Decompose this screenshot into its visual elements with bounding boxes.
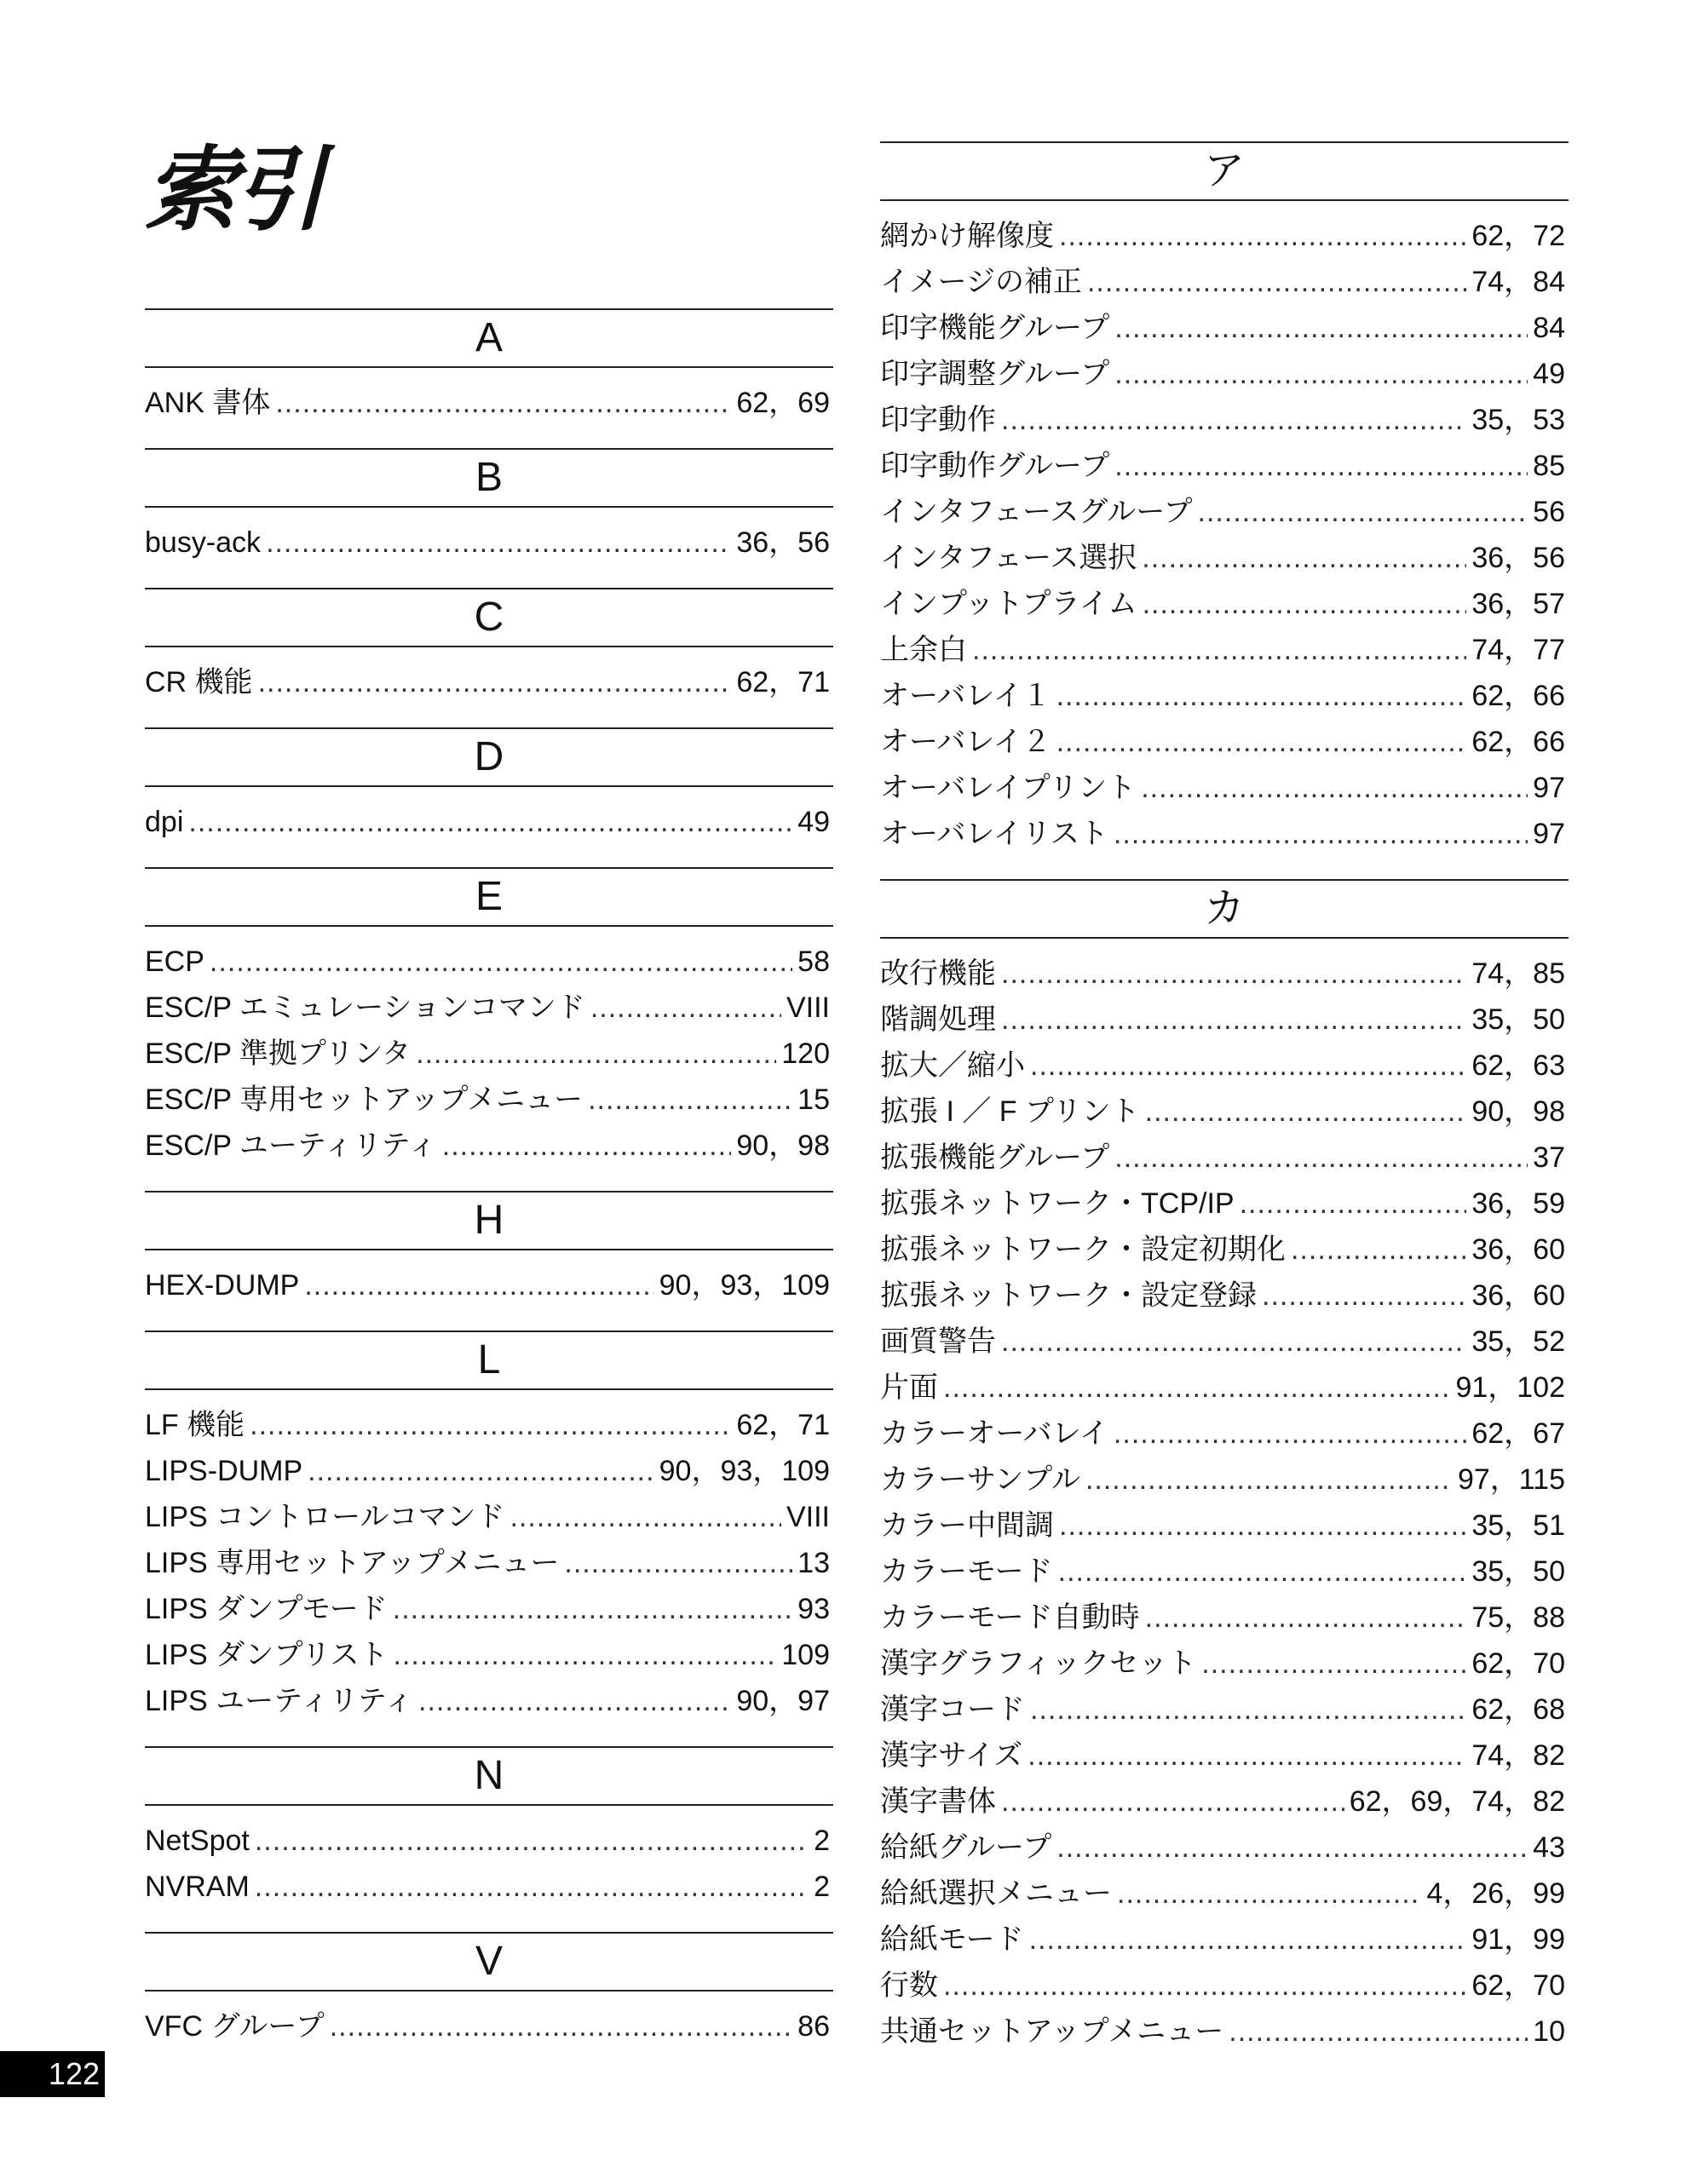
index-entry-pages: 62，72 bbox=[1471, 220, 1565, 252]
dot-leader bbox=[1029, 1917, 1467, 1963]
dot-leader bbox=[1056, 673, 1467, 719]
index-entry-pages: 62，71 bbox=[736, 666, 830, 698]
index-entry-pages: 74，82 bbox=[1471, 1739, 1565, 1772]
dot-leader bbox=[1198, 489, 1528, 535]
index-entry-pages: 90，98 bbox=[1471, 1095, 1565, 1128]
index-entry-list bbox=[145, 1262, 833, 1308]
index-entry-pages: 74，77 bbox=[1471, 634, 1565, 666]
index-entry-term: LIPS ダンプモード bbox=[145, 1593, 388, 1625]
dot-leader bbox=[210, 939, 792, 985]
index-column-left bbox=[145, 308, 833, 2072]
index-entry-list bbox=[145, 799, 833, 845]
dot-leader bbox=[1145, 1595, 1467, 1641]
index-entry-pages: 90，98 bbox=[736, 1129, 830, 1162]
index-entry-term: 片面 bbox=[880, 1371, 938, 1404]
dot-leader bbox=[442, 1123, 732, 1169]
dot-leader bbox=[1001, 1779, 1344, 1825]
index-entry-term: 改行機能 bbox=[880, 957, 996, 990]
index-entry bbox=[145, 1632, 833, 1678]
index-entry-list bbox=[145, 939, 833, 1169]
index-entry bbox=[880, 259, 1569, 305]
index-entry-term: 印字動作グループ bbox=[880, 450, 1110, 482]
index-entry bbox=[145, 520, 833, 566]
dot-leader bbox=[1201, 1641, 1466, 1687]
dot-leader bbox=[308, 1448, 653, 1494]
index-entry-pages: 35，53 bbox=[1471, 404, 1565, 436]
index-entry bbox=[145, 1540, 833, 1586]
index-entry bbox=[880, 1595, 1569, 1641]
index-entry-list bbox=[880, 213, 1569, 857]
index-entry-pages: 62，63 bbox=[1471, 1049, 1565, 1082]
index-section-header: V bbox=[145, 1932, 833, 1991]
index-entry-pages: 62，68 bbox=[1471, 1693, 1565, 1726]
index-entry-term: オーバレイプリント bbox=[880, 772, 1137, 804]
dot-leader bbox=[1030, 1687, 1466, 1733]
dot-leader bbox=[1114, 443, 1528, 489]
index-section-header: H bbox=[145, 1191, 833, 1250]
index-entry-term: busy-ack bbox=[145, 526, 262, 559]
index-entry-pages: 36，56 bbox=[1471, 542, 1565, 574]
index-entry-term: 拡張ネットワーク・設定登録 bbox=[880, 1279, 1257, 1312]
index-entry bbox=[880, 1089, 1569, 1135]
index-entry bbox=[145, 1262, 833, 1308]
index-entry-pages: 86 bbox=[797, 2010, 830, 2043]
index-entry-pages: 56 bbox=[1533, 496, 1565, 528]
index-entry-term: 給紙選択メニュー bbox=[880, 1877, 1112, 1910]
index-entry-list bbox=[145, 520, 833, 566]
index-entry bbox=[880, 1411, 1569, 1457]
dot-leader bbox=[255, 1864, 809, 1910]
index-section-header: D bbox=[145, 727, 833, 787]
index-entry-pages: 91，102 bbox=[1455, 1371, 1565, 1404]
index-entry bbox=[880, 213, 1569, 259]
dot-leader bbox=[1114, 811, 1528, 857]
index-entry-term: ESC/P エミュレーションコマンド bbox=[145, 991, 585, 1024]
dot-leader bbox=[255, 1818, 809, 1864]
index-entry-pages: 90，93，109 bbox=[659, 1455, 830, 1487]
dot-leader bbox=[1056, 1825, 1528, 1871]
dot-leader bbox=[590, 985, 781, 1031]
dot-leader bbox=[1262, 1273, 1466, 1319]
index-entry bbox=[145, 1494, 833, 1540]
dot-leader bbox=[1117, 1871, 1421, 1917]
dot-leader bbox=[250, 1402, 731, 1448]
index-entry-term: ANK 書体 bbox=[145, 387, 271, 419]
index-entry-term: LIPS ダンプリスト bbox=[145, 1639, 389, 1671]
index-entry-term: 給紙グループ bbox=[880, 1831, 1052, 1864]
index-entry-pages: 36，59 bbox=[1471, 1187, 1565, 1220]
index-entry-term: 拡大／縮小 bbox=[880, 1049, 1025, 1082]
page-title: 索引 bbox=[145, 137, 323, 244]
index-entry bbox=[145, 1402, 833, 1448]
index-entry bbox=[880, 1043, 1569, 1089]
index-entry-list bbox=[145, 1402, 833, 1724]
dot-leader bbox=[1114, 351, 1528, 397]
index-entry-term: 印字動作 bbox=[880, 404, 996, 436]
index-entry-pages: VIII bbox=[786, 991, 830, 1024]
index-entry bbox=[145, 1077, 833, 1123]
index-entry bbox=[880, 1917, 1569, 1963]
index-entry-term: 共通セットアップメニュー bbox=[880, 2015, 1224, 2048]
index-entry-term: 給紙モード bbox=[880, 1923, 1024, 1956]
dot-leader bbox=[188, 799, 792, 845]
index-entry-term: インタフェース選択 bbox=[880, 542, 1137, 574]
index-entry-term: LF 機能 bbox=[145, 1409, 245, 1441]
dot-leader bbox=[564, 1540, 792, 1586]
index-entry-pages: 97 bbox=[1533, 818, 1565, 850]
index-entry bbox=[880, 535, 1569, 581]
dot-leader bbox=[1085, 1457, 1453, 1503]
index-entry bbox=[880, 351, 1569, 397]
index-entry-pages: 2 bbox=[814, 1825, 830, 1857]
dot-leader bbox=[1240, 1181, 1467, 1227]
index-entry bbox=[145, 1448, 833, 1494]
index-entry-pages: 75，88 bbox=[1471, 1601, 1565, 1634]
index-entry-term: 拡張機能グループ bbox=[880, 1141, 1110, 1174]
index-entry-pages: 90，93，109 bbox=[659, 1269, 830, 1302]
dot-leader bbox=[1291, 1227, 1466, 1273]
index-entry-pages: 58 bbox=[797, 945, 830, 978]
dot-leader bbox=[1114, 305, 1528, 351]
index-entry-term: インタフェースグループ bbox=[880, 496, 1193, 528]
index-entry-pages: 36，60 bbox=[1471, 1279, 1565, 1312]
index-entry-pages: 36，57 bbox=[1471, 588, 1565, 620]
index-entry bbox=[880, 1825, 1569, 1871]
index-entry-term: オーバレイ２ bbox=[880, 726, 1051, 758]
index-entry-pages: 97，115 bbox=[1457, 1463, 1565, 1496]
index-entry bbox=[880, 397, 1569, 443]
dot-leader bbox=[266, 520, 731, 566]
index-entry-pages: 90，97 bbox=[736, 1685, 830, 1717]
index-entry bbox=[880, 1779, 1569, 1825]
index-entry-list bbox=[880, 951, 1569, 2055]
index-entry-pages: 62，69，74，82 bbox=[1349, 1785, 1565, 1818]
index-entry-pages: 49 bbox=[1533, 358, 1565, 390]
index-section-header: C bbox=[145, 588, 833, 647]
index-entry bbox=[145, 659, 833, 705]
index-entry-term: カラー中間調 bbox=[880, 1509, 1054, 1542]
index-entry-term: LIPS 専用セットアップメニュー bbox=[145, 1547, 560, 1579]
index-entry-pages: 62，67 bbox=[1471, 1417, 1565, 1450]
index-entry-term: イメージの補正 bbox=[880, 266, 1082, 298]
index-entry-pages: 84 bbox=[1533, 312, 1565, 344]
index-entry-term: インプットプライム bbox=[880, 588, 1137, 620]
dot-leader bbox=[416, 1031, 776, 1077]
index-entry-list bbox=[145, 380, 833, 426]
index-section-header: E bbox=[145, 867, 833, 927]
index-entry bbox=[880, 811, 1569, 857]
index-entry bbox=[880, 1181, 1569, 1227]
index-entry-pages: 13 bbox=[797, 1547, 830, 1579]
index-entry bbox=[880, 581, 1569, 627]
index-entry-term: カラーサンプル bbox=[880, 1463, 1080, 1496]
index-entry-term: カラーオーバレイ bbox=[880, 1417, 1108, 1450]
index-section-header: A bbox=[145, 308, 833, 368]
index-section-header: カ bbox=[880, 879, 1569, 939]
index-section-header: ア bbox=[880, 141, 1569, 201]
index-section-header: B bbox=[145, 448, 833, 508]
dot-leader bbox=[393, 1586, 792, 1632]
index-entry-term: 拡張 I ／ F プリント bbox=[880, 1095, 1140, 1128]
index-entry bbox=[145, 799, 833, 845]
dot-leader bbox=[258, 659, 732, 705]
index-entry bbox=[145, 985, 833, 1031]
index-entry-term: CR 機能 bbox=[145, 666, 253, 698]
index-entry-term: 網かけ解像度 bbox=[880, 220, 1054, 252]
index-entry-pages: 109 bbox=[781, 1639, 830, 1671]
index-entry-pages: 2 bbox=[814, 1871, 830, 1903]
dot-leader bbox=[1058, 1549, 1467, 1595]
page-number: 122 bbox=[0, 2051, 105, 2097]
index-entry-pages: 62，66 bbox=[1471, 680, 1565, 712]
index-entry bbox=[880, 1687, 1569, 1733]
index-entry bbox=[880, 2009, 1569, 2055]
index-entry-pages: 35，52 bbox=[1471, 1325, 1565, 1358]
dot-leader bbox=[1059, 1503, 1466, 1549]
index-entry-pages: 15 bbox=[797, 1083, 830, 1116]
index-entry-pages: 74，85 bbox=[1471, 957, 1565, 990]
dot-leader bbox=[1001, 1319, 1466, 1365]
index-entry-pages: 37 bbox=[1533, 1141, 1565, 1174]
index-entry-term: 拡張ネットワーク・設定初期化 bbox=[880, 1233, 1286, 1266]
dot-leader bbox=[972, 627, 1466, 673]
dot-leader bbox=[275, 380, 731, 426]
index-entry bbox=[880, 1273, 1569, 1319]
dot-leader bbox=[330, 2003, 792, 2049]
index-entry-pages: 97 bbox=[1533, 772, 1565, 804]
index-entry-term: 印字機能グループ bbox=[880, 312, 1110, 344]
index-entry-pages: 62，71 bbox=[736, 1409, 830, 1441]
index-entry bbox=[880, 305, 1569, 351]
index-entry-term: 画質警告 bbox=[880, 1325, 996, 1358]
index-entry bbox=[880, 1963, 1569, 2009]
dot-leader bbox=[1028, 1733, 1466, 1779]
index-entry-pages: 74，84 bbox=[1471, 266, 1565, 298]
index-column-right bbox=[880, 141, 1569, 2077]
index-entry bbox=[880, 489, 1569, 535]
index-entry-term: ESC/P ユーティリティ bbox=[145, 1129, 437, 1162]
index-entry-term: オーバレイ１ bbox=[880, 680, 1051, 712]
index-entry-pages: 43 bbox=[1533, 1831, 1565, 1864]
index-entry bbox=[880, 1365, 1569, 1411]
index-entry bbox=[880, 1135, 1569, 1181]
dot-leader bbox=[304, 1262, 653, 1308]
index-entry-term: 漢字コード bbox=[880, 1693, 1025, 1726]
index-entry-pages: 35，51 bbox=[1471, 1509, 1565, 1542]
dot-leader bbox=[1145, 1089, 1467, 1135]
index-entry-term: 上余白 bbox=[880, 634, 967, 666]
index-entry-term: 階調処理 bbox=[880, 1003, 996, 1036]
index-entry bbox=[880, 1457, 1569, 1503]
dot-leader bbox=[1001, 951, 1466, 997]
dot-leader bbox=[1141, 765, 1528, 811]
index-entry-term: LIPS コントロールコマンド bbox=[145, 1501, 505, 1533]
index-entry-pages: 49 bbox=[797, 806, 830, 838]
index-entry-term: NetSpot bbox=[145, 1825, 250, 1857]
index-entry-list bbox=[145, 2003, 833, 2049]
dot-leader bbox=[509, 1494, 780, 1540]
index-section-header: L bbox=[145, 1331, 833, 1390]
index-entry-list bbox=[145, 659, 833, 705]
index-entry-term: HEX-DUMP bbox=[145, 1269, 300, 1302]
index-entry-term: 漢字サイズ bbox=[880, 1739, 1023, 1772]
index-entry-term: 拡張ネットワーク・TCP/IP bbox=[880, 1187, 1235, 1220]
index-entry bbox=[145, 1031, 833, 1077]
index-entry-list bbox=[145, 1818, 833, 1910]
index-entry-pages: 10 bbox=[1533, 2015, 1565, 2048]
index-entry bbox=[880, 1733, 1569, 1779]
index-entry-term: オーバレイリスト bbox=[880, 818, 1108, 850]
index-entry-pages: 91，99 bbox=[1471, 1923, 1565, 1956]
dot-leader bbox=[418, 1678, 731, 1724]
index-entry bbox=[880, 1641, 1569, 1687]
index-entry-term: カラーモード bbox=[880, 1555, 1053, 1588]
index-entry-pages: 35，50 bbox=[1471, 1003, 1565, 1036]
index-entry-term: LIPS-DUMP bbox=[145, 1455, 303, 1487]
index-entry-pages: 36，56 bbox=[736, 526, 830, 559]
index-entry-pages: 35，50 bbox=[1471, 1555, 1565, 1588]
dot-leader bbox=[943, 1365, 1450, 1411]
index-entry bbox=[145, 380, 833, 426]
index-entry-term: NVRAM bbox=[145, 1871, 250, 1903]
dot-leader bbox=[1142, 535, 1466, 581]
index-entry bbox=[145, 1864, 833, 1910]
index-entry bbox=[880, 673, 1569, 719]
index-entry-pages: 36，60 bbox=[1471, 1233, 1565, 1266]
dot-leader bbox=[1030, 1043, 1466, 1089]
index-entry-term: ECP bbox=[145, 945, 204, 978]
index-entry-pages: VIII bbox=[786, 1501, 830, 1533]
index-entry bbox=[145, 1678, 833, 1724]
index-entry bbox=[145, 1818, 833, 1864]
index-entry-pages: 93 bbox=[797, 1593, 830, 1625]
dot-leader bbox=[1143, 581, 1467, 627]
dot-leader bbox=[1001, 397, 1466, 443]
index-entry-pages: 62，69 bbox=[736, 387, 830, 419]
dot-leader bbox=[1001, 997, 1466, 1043]
index-section-header: N bbox=[145, 1746, 833, 1806]
index-entry bbox=[880, 951, 1569, 997]
index-entry bbox=[145, 2003, 833, 2049]
index-entry-term: カラーモード自動時 bbox=[880, 1601, 1140, 1634]
index-entry-pages: 62，66 bbox=[1471, 726, 1565, 758]
index-entry-term: 行数 bbox=[880, 1969, 938, 2002]
index-entry-term: VFC グループ bbox=[145, 2010, 325, 2043]
dot-leader bbox=[1056, 719, 1467, 765]
dot-leader bbox=[1059, 213, 1466, 259]
index-entry-pages: 4，26，99 bbox=[1426, 1877, 1565, 1910]
index-entry-term: 印字調整グループ bbox=[880, 358, 1110, 390]
index-entry bbox=[880, 1319, 1569, 1365]
index-entry-term: 漢字書体 bbox=[880, 1785, 996, 1818]
dot-leader bbox=[588, 1077, 792, 1123]
dot-leader bbox=[1114, 1411, 1466, 1457]
index-entry-pages: 85 bbox=[1533, 450, 1565, 482]
dot-leader bbox=[1087, 259, 1466, 305]
index-entry bbox=[880, 1871, 1569, 1917]
index-entry bbox=[880, 997, 1569, 1043]
index-entry bbox=[880, 765, 1569, 811]
index-entry-term: 漢字グラフィックセット bbox=[880, 1647, 1197, 1680]
dot-leader bbox=[943, 1963, 1466, 2009]
index-entry-term: LIPS ユーティリティ bbox=[145, 1685, 414, 1717]
index-entry bbox=[145, 1123, 833, 1169]
index-entry-pages: 120 bbox=[781, 1037, 830, 1070]
index-entry bbox=[880, 1227, 1569, 1273]
index-entry bbox=[880, 443, 1569, 489]
index-entry bbox=[880, 1503, 1569, 1549]
index-entry-term: dpi bbox=[145, 806, 184, 838]
dot-leader bbox=[1229, 2009, 1528, 2055]
index-entry bbox=[145, 939, 833, 985]
index-entry bbox=[880, 627, 1569, 673]
dot-leader bbox=[393, 1632, 776, 1678]
index-entry bbox=[880, 1549, 1569, 1595]
index-entry-pages: 62，70 bbox=[1471, 1647, 1565, 1680]
index-entry-term: ESC/P 準拠プリンタ bbox=[145, 1037, 412, 1070]
index-entry-term: ESC/P 専用セットアップメニュー bbox=[145, 1083, 584, 1116]
index-entry-pages: 62，70 bbox=[1471, 1969, 1565, 2002]
dot-leader bbox=[1114, 1135, 1528, 1181]
index-entry bbox=[880, 719, 1569, 765]
index-entry bbox=[145, 1586, 833, 1632]
